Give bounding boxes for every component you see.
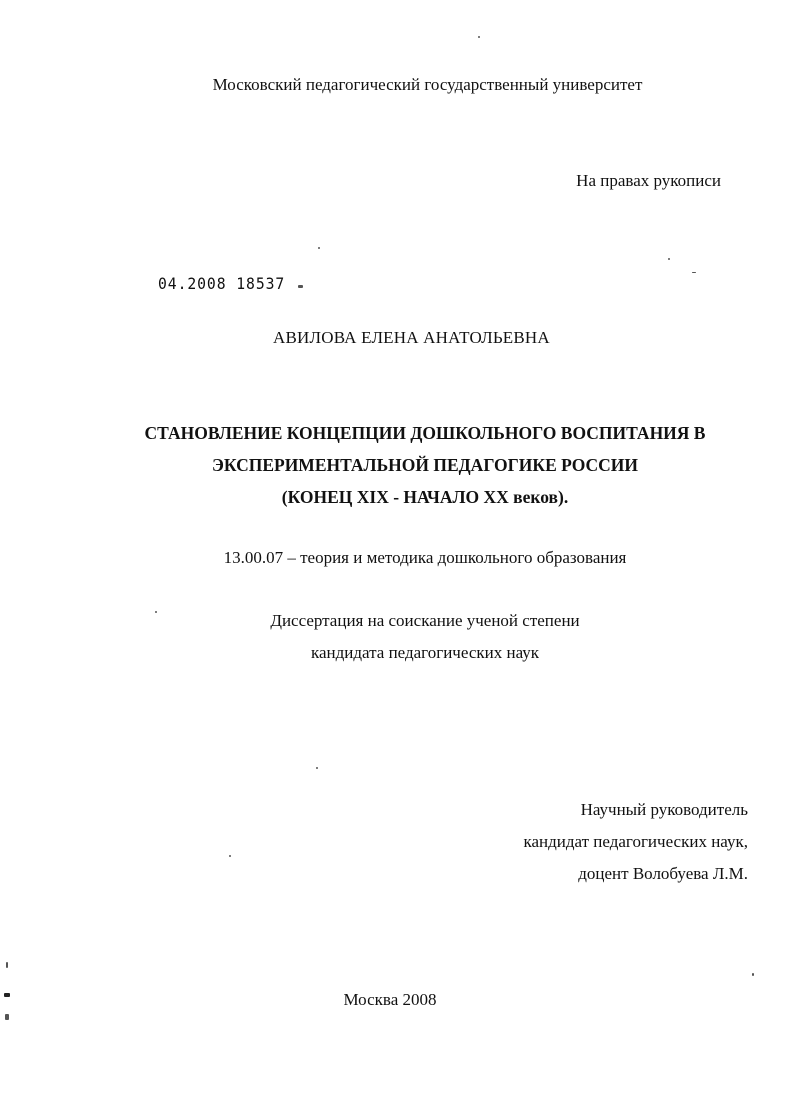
city-year: Москва 2008 [343,990,437,1009]
scan-speck [6,962,8,968]
archive-stamp-number: 04.2008 18537 [158,274,286,293]
scan-speck [692,272,696,273]
scan-speck [752,973,754,976]
scan-speck [298,285,303,288]
scan-speck [229,855,231,857]
rights-notice: На правах рукописи [576,171,721,190]
supervisor-line: Научный руководитель [580,800,748,819]
title-line: ЭКСПЕРИМЕНТАЛЬНОЙ ПЕДАГОГИКЕ РОССИИ [211,455,639,475]
title-line: СТАНОВЛЕНИЕ КОНЦЕПЦИИ ДОШКОЛЬНОГО ВОСПИТАНИЯ В [144,423,706,443]
dissertation-type-line: кандидата педагогических наук [310,643,540,662]
scan-speck [668,258,670,260]
title-line: (КОНЕЦ XIX - НАЧАЛО XX веков). [281,487,569,507]
scan-speck [316,767,318,769]
scan-speck [4,993,10,997]
author-name: АВИЛОВА ЕЛЕНА АНАТОЛЬЕВНА [273,328,550,347]
university-name: Московский педагогический государственный университет [212,75,643,94]
scan-speck [318,247,320,249]
scan-speck [478,36,480,38]
supervisor-line: кандидат педагогических наук, [523,832,748,851]
dissertation-type-line: Диссертация на соискание ученой степени [270,611,580,630]
scan-speck [5,1014,9,1020]
scan-speck [155,611,157,613]
supervisor-line: доцент Волобуева Л.М. [578,864,748,883]
specialty-code: 13.00.07 – теория и методика дошкольного образования [223,548,627,567]
